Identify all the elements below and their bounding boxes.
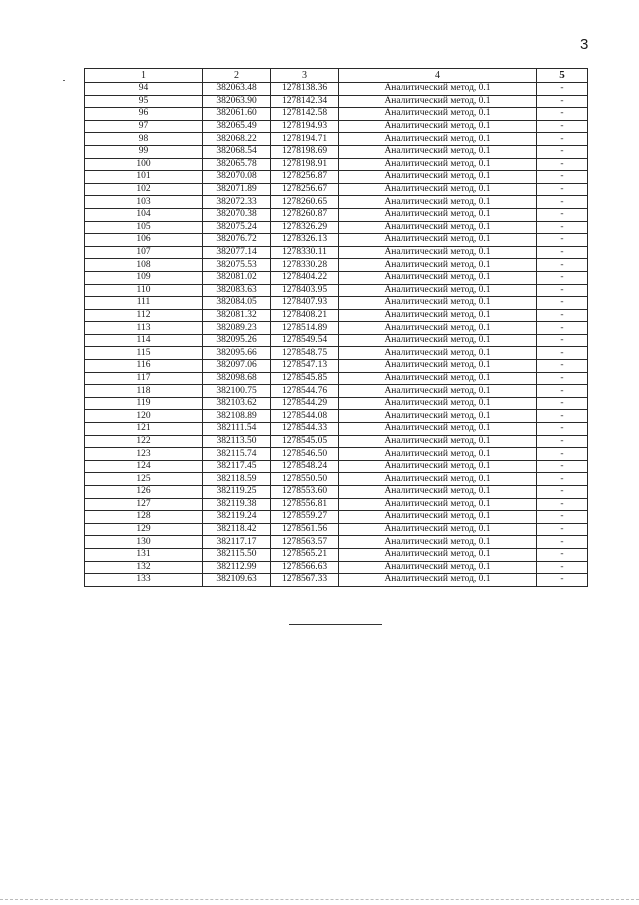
x-coordinate-cell: 382108.89 xyxy=(203,410,271,423)
method-accuracy-cell: Аналитический метод, 0.1 xyxy=(339,460,537,473)
method-accuracy-cell: Аналитический метод, 0.1 xyxy=(339,284,537,297)
table-row xyxy=(85,360,588,373)
y-coordinate-cell: 1278514.89 xyxy=(271,322,339,335)
method-accuracy-cell: Аналитический метод, 0.1 xyxy=(339,334,537,347)
point-number-cell: 103 xyxy=(85,196,203,209)
y-coordinate-cell: 1278330.11 xyxy=(271,246,339,259)
x-coordinate-cell: 382119.25 xyxy=(203,486,271,499)
method-accuracy-cell: Аналитический метод, 0.1 xyxy=(339,234,537,247)
y-coordinate-cell: 1278565.21 xyxy=(271,548,339,561)
table-row xyxy=(85,423,588,436)
y-coordinate-cell: 1278326.13 xyxy=(271,234,339,247)
table-row xyxy=(85,171,588,184)
y-coordinate-cell: 1278563.57 xyxy=(271,536,339,549)
table-row xyxy=(85,473,588,486)
point-number-cell: 130 xyxy=(85,536,203,549)
y-coordinate-cell: 1278404.22 xyxy=(271,271,339,284)
note-cell: - xyxy=(537,271,588,284)
table-row xyxy=(85,271,588,284)
y-coordinate-cell: 1278545.05 xyxy=(271,435,339,448)
note-cell: - xyxy=(537,473,588,486)
y-coordinate-cell: 1278553.60 xyxy=(271,486,339,499)
method-accuracy-cell: Аналитический метод, 0.1 xyxy=(339,246,537,259)
x-coordinate-cell: 382103.62 xyxy=(203,397,271,410)
point-number-cell: 125 xyxy=(85,473,203,486)
note-cell: - xyxy=(537,145,588,158)
y-coordinate-cell: 1278407.93 xyxy=(271,297,339,310)
note-cell: - xyxy=(537,448,588,461)
x-coordinate-cell: 382119.38 xyxy=(203,498,271,511)
x-coordinate-cell: 382115.74 xyxy=(203,448,271,461)
note-cell: - xyxy=(537,548,588,561)
point-number-cell: 110 xyxy=(85,284,203,297)
x-coordinate-cell: 382081.02 xyxy=(203,271,271,284)
x-coordinate-cell: 382068.22 xyxy=(203,133,271,146)
y-coordinate-cell: 1278138.36 xyxy=(271,83,339,96)
point-number-cell: 126 xyxy=(85,486,203,499)
table-row xyxy=(85,372,588,385)
table-row xyxy=(85,83,588,96)
y-coordinate-cell: 1278544.33 xyxy=(271,423,339,436)
note-cell: - xyxy=(537,221,588,234)
note-cell: - xyxy=(537,334,588,347)
note-cell: - xyxy=(537,435,588,448)
method-accuracy-cell: Аналитический метод, 0.1 xyxy=(339,536,537,549)
note-cell: - xyxy=(537,372,588,385)
method-accuracy-cell: Аналитический метод, 0.1 xyxy=(339,523,537,536)
method-accuracy-cell: Аналитический метод, 0.1 xyxy=(339,196,537,209)
header-col-5: 5 xyxy=(537,69,588,83)
note-cell: - xyxy=(537,196,588,209)
method-accuracy-cell: Аналитический метод, 0.1 xyxy=(339,171,537,184)
table-row xyxy=(85,108,588,121)
note-cell: - xyxy=(537,309,588,322)
table-row xyxy=(85,385,588,398)
x-coordinate-cell: 382065.49 xyxy=(203,120,271,133)
point-number-cell: 107 xyxy=(85,246,203,259)
x-coordinate-cell: 382089.23 xyxy=(203,322,271,335)
note-cell: - xyxy=(537,397,588,410)
x-coordinate-cell: 382097.06 xyxy=(203,360,271,373)
x-coordinate-cell: 382063.48 xyxy=(203,83,271,96)
x-coordinate-cell: 382077.14 xyxy=(203,246,271,259)
y-coordinate-cell: 1278142.34 xyxy=(271,95,339,108)
method-accuracy-cell: Аналитический метод, 0.1 xyxy=(339,397,537,410)
method-accuracy-cell: Аналитический метод, 0.1 xyxy=(339,473,537,486)
y-coordinate-cell: 1278544.76 xyxy=(271,385,339,398)
point-number-cell: 95 xyxy=(85,95,203,108)
point-number-cell: 118 xyxy=(85,385,203,398)
note-cell: - xyxy=(537,259,588,272)
method-accuracy-cell: Аналитический метод, 0.1 xyxy=(339,360,537,373)
y-coordinate-cell: 1278142.58 xyxy=(271,108,339,121)
x-coordinate-cell: 382070.08 xyxy=(203,171,271,184)
method-accuracy-cell: Аналитический метод, 0.1 xyxy=(339,145,537,158)
x-coordinate-cell: 382119.24 xyxy=(203,511,271,524)
point-number-cell: 120 xyxy=(85,410,203,423)
point-number-cell: 108 xyxy=(85,259,203,272)
point-number-cell: 99 xyxy=(85,145,203,158)
point-number-cell: 97 xyxy=(85,120,203,133)
note-cell: - xyxy=(537,347,588,360)
table-row xyxy=(85,196,588,209)
method-accuracy-cell: Аналитический метод, 0.1 xyxy=(339,208,537,221)
note-cell: - xyxy=(537,171,588,184)
method-accuracy-cell: Аналитический метод, 0.1 xyxy=(339,183,537,196)
table-row xyxy=(85,284,588,297)
x-coordinate-cell: 382113.50 xyxy=(203,435,271,448)
x-coordinate-cell: 382118.42 xyxy=(203,523,271,536)
header-col-2: 2 xyxy=(203,69,271,83)
point-number-cell: 117 xyxy=(85,372,203,385)
method-accuracy-cell: Аналитический метод, 0.1 xyxy=(339,83,537,96)
scan-mark xyxy=(63,80,65,81)
x-coordinate-cell: 382065.78 xyxy=(203,158,271,171)
point-number-cell: 114 xyxy=(85,334,203,347)
method-accuracy-cell: Аналитический метод, 0.1 xyxy=(339,423,537,436)
table-row xyxy=(85,435,588,448)
note-cell: - xyxy=(537,360,588,373)
x-coordinate-cell: 382081.32 xyxy=(203,309,271,322)
table-row xyxy=(85,397,588,410)
point-number-cell: 96 xyxy=(85,108,203,121)
point-number-cell: 106 xyxy=(85,234,203,247)
point-number-cell: 112 xyxy=(85,309,203,322)
y-coordinate-cell: 1278408.21 xyxy=(271,309,339,322)
note-cell: - xyxy=(537,284,588,297)
point-number-cell: 104 xyxy=(85,208,203,221)
table-row xyxy=(85,322,588,335)
note-cell: - xyxy=(537,120,588,133)
y-coordinate-cell: 1278260.65 xyxy=(271,196,339,209)
point-number-cell: 109 xyxy=(85,271,203,284)
y-coordinate-cell: 1278544.08 xyxy=(271,410,339,423)
x-coordinate-cell: 382075.53 xyxy=(203,259,271,272)
y-coordinate-cell: 1278403.95 xyxy=(271,284,339,297)
note-cell: - xyxy=(537,108,588,121)
method-accuracy-cell: Аналитический метод, 0.1 xyxy=(339,448,537,461)
table-row xyxy=(85,234,588,247)
x-coordinate-cell: 382071.89 xyxy=(203,183,271,196)
method-accuracy-cell: Аналитический метод, 0.1 xyxy=(339,511,537,524)
x-coordinate-cell: 382061.60 xyxy=(203,108,271,121)
table-row xyxy=(85,133,588,146)
note-cell: - xyxy=(537,234,588,247)
table-row xyxy=(85,460,588,473)
method-accuracy-cell: Аналитический метод, 0.1 xyxy=(339,347,537,360)
y-coordinate-cell: 1278548.24 xyxy=(271,460,339,473)
y-coordinate-cell: 1278256.87 xyxy=(271,171,339,184)
scan-edge xyxy=(0,899,639,900)
table-row xyxy=(85,221,588,234)
table-body xyxy=(85,83,588,587)
x-coordinate-cell: 382068.54 xyxy=(203,145,271,158)
y-coordinate-cell: 1278544.29 xyxy=(271,397,339,410)
y-coordinate-cell: 1278561.56 xyxy=(271,523,339,536)
point-number-cell: 102 xyxy=(85,183,203,196)
header-col-1: 1 xyxy=(85,69,203,83)
method-accuracy-cell: Аналитический метод, 0.1 xyxy=(339,574,537,587)
table-row xyxy=(85,334,588,347)
y-coordinate-cell: 1278567.33 xyxy=(271,574,339,587)
y-coordinate-cell: 1278260.87 xyxy=(271,208,339,221)
table-row xyxy=(85,120,588,133)
note-cell: - xyxy=(537,423,588,436)
point-number-cell: 115 xyxy=(85,347,203,360)
point-number-cell: 101 xyxy=(85,171,203,184)
x-coordinate-cell: 382075.24 xyxy=(203,221,271,234)
x-coordinate-cell: 382117.45 xyxy=(203,460,271,473)
method-accuracy-cell: Аналитический метод, 0.1 xyxy=(339,309,537,322)
coordinates-table xyxy=(84,68,588,587)
note-cell: - xyxy=(537,208,588,221)
page-number: 3 xyxy=(580,36,589,53)
y-coordinate-cell: 1278198.69 xyxy=(271,145,339,158)
table-row xyxy=(85,309,588,322)
table-row xyxy=(85,448,588,461)
y-coordinate-cell: 1278550.50 xyxy=(271,473,339,486)
point-number-cell: 131 xyxy=(85,548,203,561)
y-coordinate-cell: 1278326.29 xyxy=(271,221,339,234)
method-accuracy-cell: Аналитический метод, 0.1 xyxy=(339,410,537,423)
x-coordinate-cell: 382118.59 xyxy=(203,473,271,486)
y-coordinate-cell: 1278198.91 xyxy=(271,158,339,171)
table-row xyxy=(85,246,588,259)
method-accuracy-cell: Аналитический метод, 0.1 xyxy=(339,297,537,310)
table-row xyxy=(85,561,588,574)
method-accuracy-cell: Аналитический метод, 0.1 xyxy=(339,95,537,108)
table-row xyxy=(85,259,588,272)
table-row xyxy=(85,297,588,310)
y-coordinate-cell: 1278194.71 xyxy=(271,133,339,146)
method-accuracy-cell: Аналитический метод, 0.1 xyxy=(339,561,537,574)
point-number-cell: 111 xyxy=(85,297,203,310)
header-col-3: 3 xyxy=(271,69,339,83)
note-cell: - xyxy=(537,486,588,499)
x-coordinate-cell: 382100.75 xyxy=(203,385,271,398)
y-coordinate-cell: 1278194.93 xyxy=(271,120,339,133)
y-coordinate-cell: 1278547.13 xyxy=(271,360,339,373)
y-coordinate-cell: 1278330.28 xyxy=(271,259,339,272)
point-number-cell: 133 xyxy=(85,574,203,587)
note-cell: - xyxy=(537,511,588,524)
header-col-4: 4 xyxy=(339,69,537,83)
point-number-cell: 105 xyxy=(85,221,203,234)
y-coordinate-cell: 1278256.67 xyxy=(271,183,339,196)
x-coordinate-cell: 382063.90 xyxy=(203,95,271,108)
method-accuracy-cell: Аналитический метод, 0.1 xyxy=(339,120,537,133)
y-coordinate-cell: 1278549.54 xyxy=(271,334,339,347)
point-number-cell: 128 xyxy=(85,511,203,524)
note-cell: - xyxy=(537,536,588,549)
note-cell: - xyxy=(537,158,588,171)
note-cell: - xyxy=(537,322,588,335)
method-accuracy-cell: Аналитический метод, 0.1 xyxy=(339,259,537,272)
table-row xyxy=(85,511,588,524)
table-row xyxy=(85,95,588,108)
x-coordinate-cell: 382072.33 xyxy=(203,196,271,209)
x-coordinate-cell: 382083.63 xyxy=(203,284,271,297)
method-accuracy-cell: Аналитический метод, 0.1 xyxy=(339,498,537,511)
table-row xyxy=(85,523,588,536)
point-number-cell: 123 xyxy=(85,448,203,461)
table-header-row xyxy=(85,69,588,83)
end-rule xyxy=(289,624,382,625)
method-accuracy-cell: Аналитический метод, 0.1 xyxy=(339,548,537,561)
note-cell: - xyxy=(537,83,588,96)
x-coordinate-cell: 382095.66 xyxy=(203,347,271,360)
method-accuracy-cell: Аналитический метод, 0.1 xyxy=(339,133,537,146)
note-cell: - xyxy=(537,410,588,423)
note-cell: - xyxy=(537,561,588,574)
y-coordinate-cell: 1278545.85 xyxy=(271,372,339,385)
table-row xyxy=(85,158,588,171)
note-cell: - xyxy=(537,95,588,108)
method-accuracy-cell: Аналитический метод, 0.1 xyxy=(339,372,537,385)
note-cell: - xyxy=(537,246,588,259)
method-accuracy-cell: Аналитический метод, 0.1 xyxy=(339,271,537,284)
table-row xyxy=(85,486,588,499)
x-coordinate-cell: 382070.38 xyxy=(203,208,271,221)
x-coordinate-cell: 382109.63 xyxy=(203,574,271,587)
table-row xyxy=(85,183,588,196)
x-coordinate-cell: 382076.72 xyxy=(203,234,271,247)
note-cell: - xyxy=(537,297,588,310)
point-number-cell: 124 xyxy=(85,460,203,473)
x-coordinate-cell: 382098.68 xyxy=(203,372,271,385)
note-cell: - xyxy=(537,523,588,536)
point-number-cell: 119 xyxy=(85,397,203,410)
point-number-cell: 113 xyxy=(85,322,203,335)
x-coordinate-cell: 382111.54 xyxy=(203,423,271,436)
table-row xyxy=(85,548,588,561)
x-coordinate-cell: 382117.17 xyxy=(203,536,271,549)
point-number-cell: 121 xyxy=(85,423,203,436)
note-cell: - xyxy=(537,133,588,146)
note-cell: - xyxy=(537,498,588,511)
method-accuracy-cell: Аналитический метод, 0.1 xyxy=(339,385,537,398)
note-cell: - xyxy=(537,460,588,473)
x-coordinate-cell: 382115.50 xyxy=(203,548,271,561)
point-number-cell: 116 xyxy=(85,360,203,373)
method-accuracy-cell: Аналитический метод, 0.1 xyxy=(339,158,537,171)
point-number-cell: 94 xyxy=(85,83,203,96)
note-cell: - xyxy=(537,385,588,398)
point-number-cell: 127 xyxy=(85,498,203,511)
point-number-cell: 129 xyxy=(85,523,203,536)
table-row xyxy=(85,145,588,158)
note-cell: - xyxy=(537,574,588,587)
table-row xyxy=(85,536,588,549)
point-number-cell: 122 xyxy=(85,435,203,448)
table-row xyxy=(85,347,588,360)
x-coordinate-cell: 382095.26 xyxy=(203,334,271,347)
x-coordinate-cell: 382084.05 xyxy=(203,297,271,310)
point-number-cell: 98 xyxy=(85,133,203,146)
y-coordinate-cell: 1278566.63 xyxy=(271,561,339,574)
method-accuracy-cell: Аналитический метод, 0.1 xyxy=(339,435,537,448)
y-coordinate-cell: 1278546.50 xyxy=(271,448,339,461)
table-row xyxy=(85,410,588,423)
method-accuracy-cell: Аналитический метод, 0.1 xyxy=(339,486,537,499)
method-accuracy-cell: Аналитический метод, 0.1 xyxy=(339,221,537,234)
table-row xyxy=(85,574,588,587)
method-accuracy-cell: Аналитический метод, 0.1 xyxy=(339,108,537,121)
point-number-cell: 100 xyxy=(85,158,203,171)
table-row xyxy=(85,208,588,221)
y-coordinate-cell: 1278556.81 xyxy=(271,498,339,511)
table-row xyxy=(85,498,588,511)
y-coordinate-cell: 1278559.27 xyxy=(271,511,339,524)
point-number-cell: 132 xyxy=(85,561,203,574)
y-coordinate-cell: 1278548.75 xyxy=(271,347,339,360)
note-cell: - xyxy=(537,183,588,196)
x-coordinate-cell: 382112.99 xyxy=(203,561,271,574)
method-accuracy-cell: Аналитический метод, 0.1 xyxy=(339,322,537,335)
